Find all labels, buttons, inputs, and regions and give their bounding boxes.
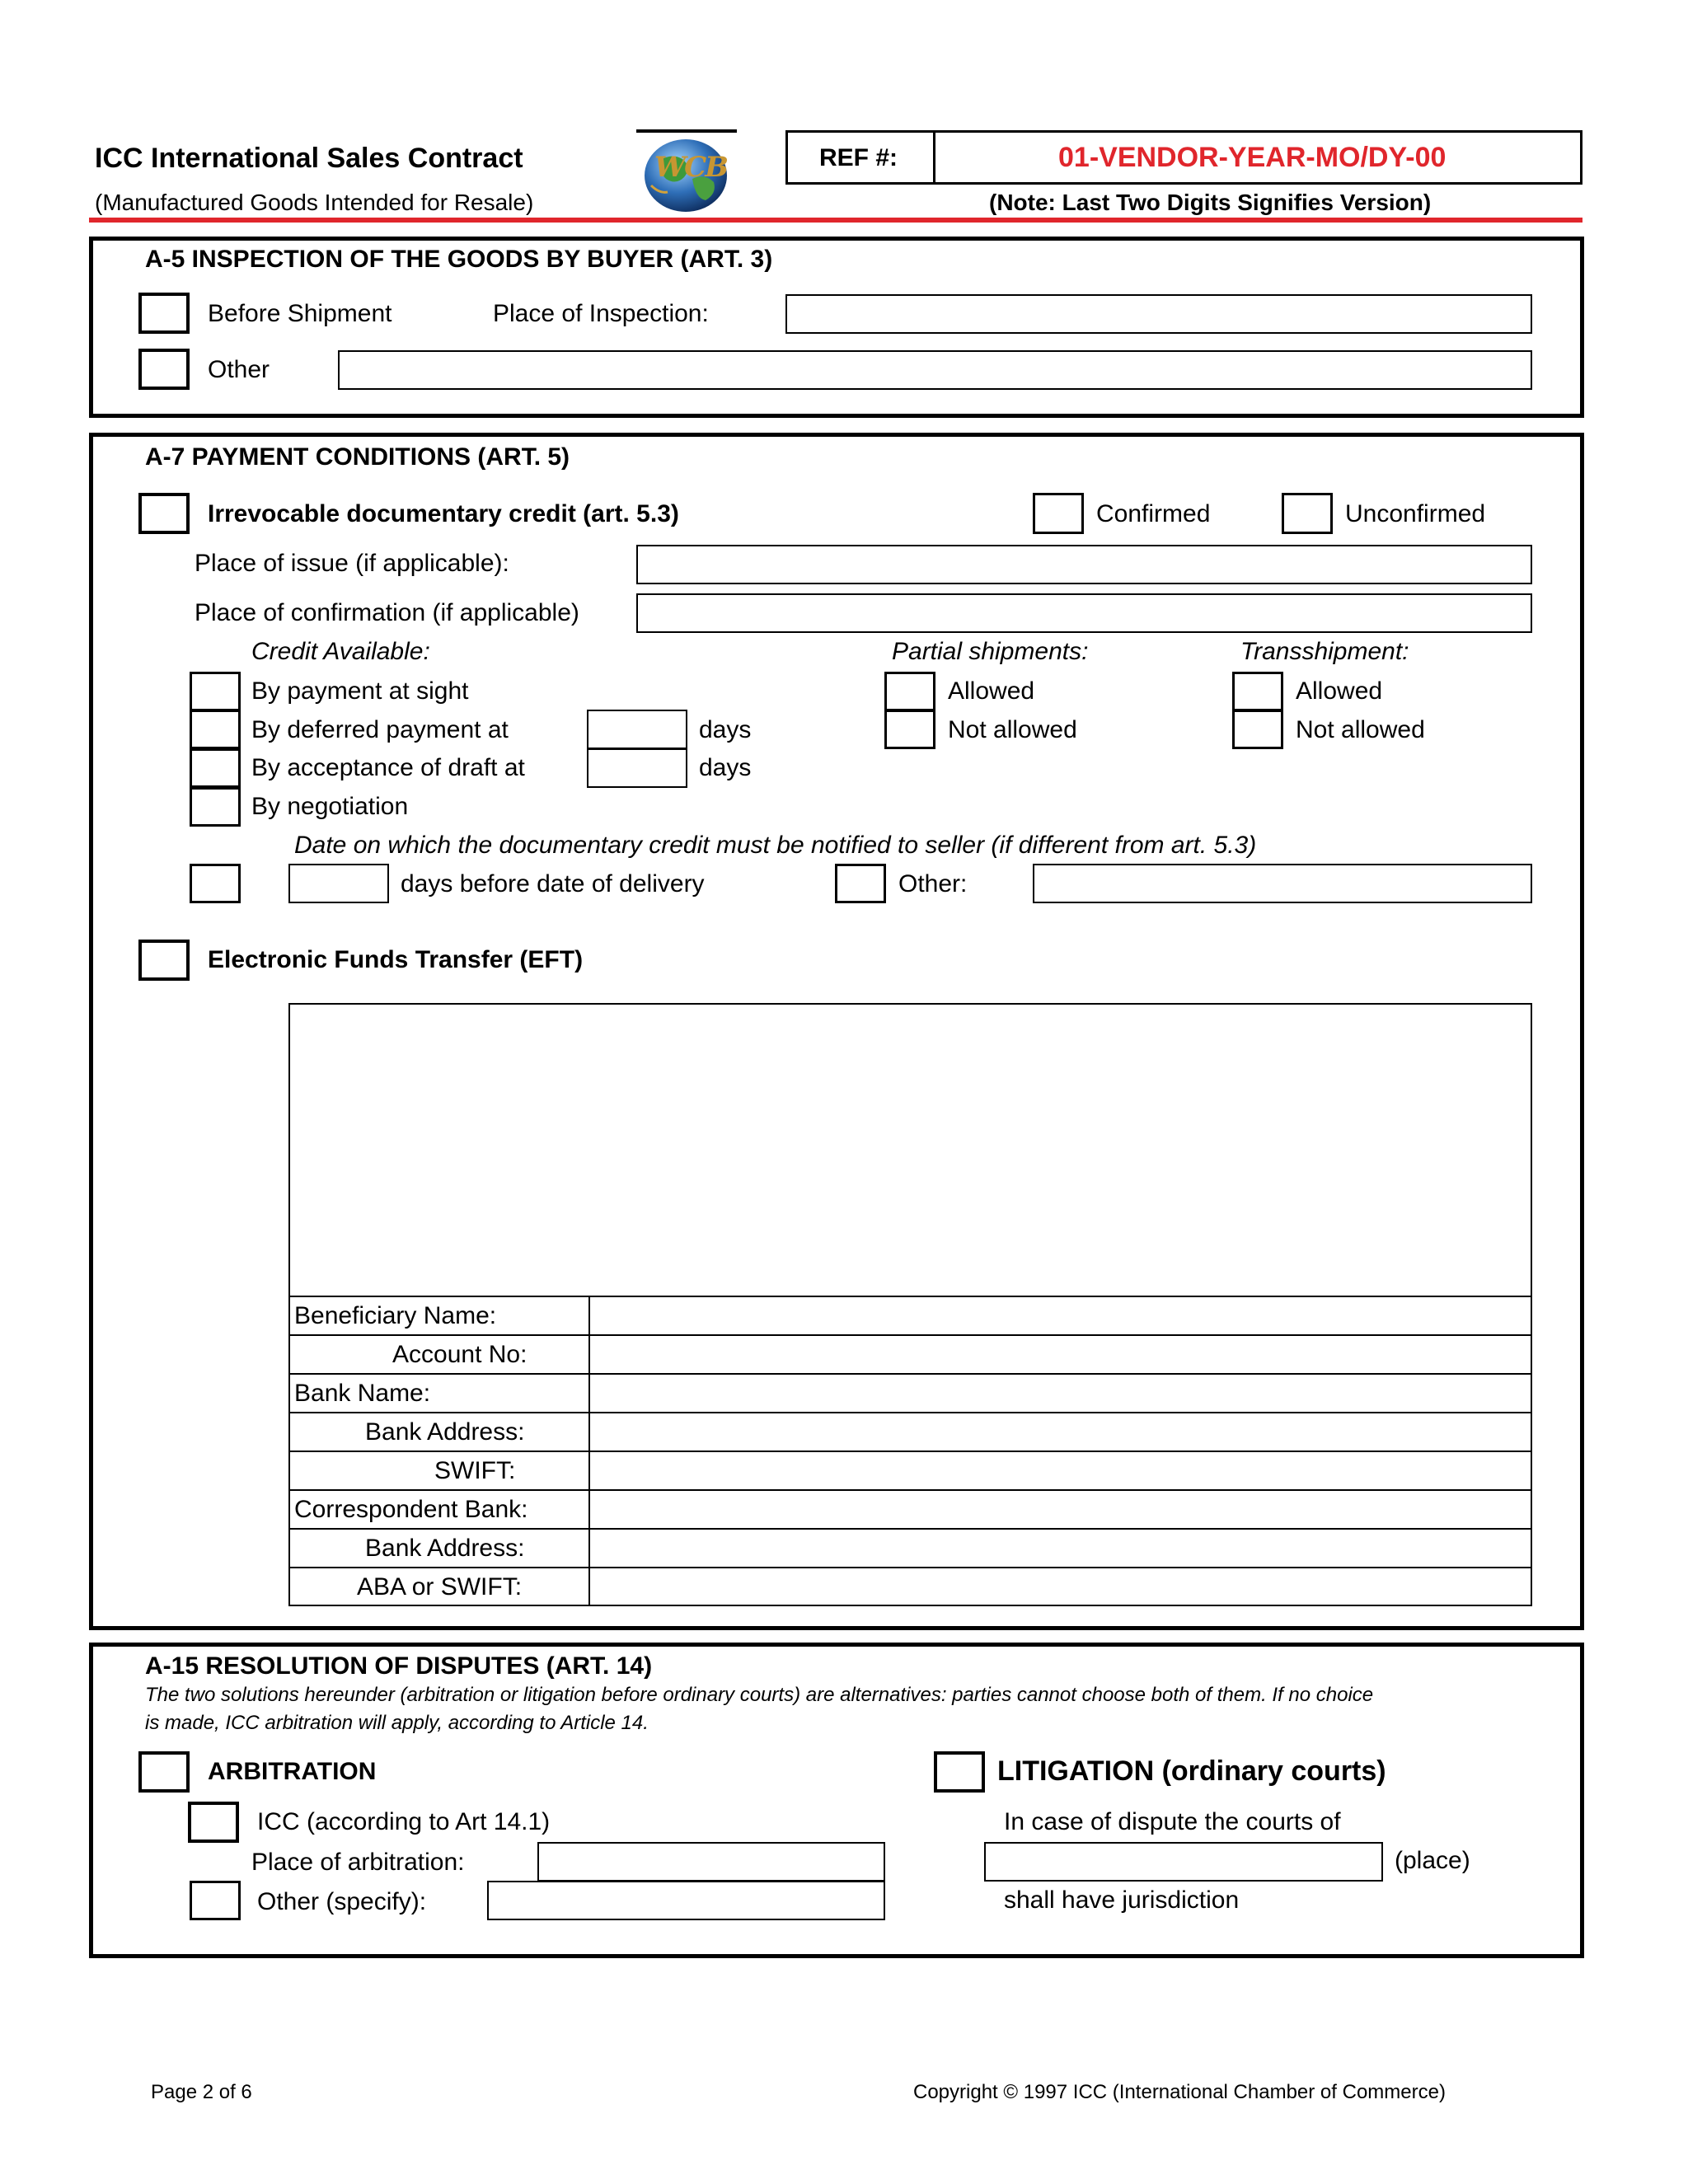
notify-days-field[interactable] <box>288 864 389 903</box>
copyright: Copyright © 1997 ICC (International Chamber of Commerce) <box>913 2081 1446 2103</box>
partial-shipments-heading: Partial shipments: <box>892 638 1089 665</box>
correspondent-bank-address-field[interactable] <box>590 1530 1531 1567</box>
place-of-arbitration-field[interactable] <box>537 1842 885 1882</box>
place-of-inspection-field[interactable] <box>785 294 1532 334</box>
partial-allowed-checkbox[interactable] <box>884 672 935 711</box>
negotiation-checkbox[interactable] <box>190 787 241 827</box>
correspondent-bank-field[interactable] <box>590 1491 1531 1528</box>
beneficiary-name-field[interactable] <box>590 1297 1531 1334</box>
other-arbitration-field[interactable] <box>487 1881 885 1920</box>
transshipment-heading: Transshipment: <box>1240 638 1409 665</box>
account-no-field[interactable] <box>590 1336 1531 1373</box>
wcb-logo <box>635 128 738 215</box>
eft-label: Electronic Funds Transfer (EFT) <box>208 946 584 973</box>
a15-heading: A-15 RESOLUTION OF DISPUTES (ART. 14) <box>145 1652 653 1680</box>
ref-label: REF #: <box>819 144 898 171</box>
account-no-label: Account No: <box>392 1341 528 1368</box>
bank-address-field[interactable] <box>590 1413 1531 1451</box>
place-of-issue-label: Place of issue (if applicable): <box>195 550 509 577</box>
document-title: ICC International Sales Contract <box>95 143 523 174</box>
irrevocable-credit-checkbox[interactable] <box>138 493 190 534</box>
deferred-days-field[interactable] <box>587 710 687 749</box>
logo-text: WCB <box>654 151 727 184</box>
place-of-confirmation-label: Place of confirmation (if applicable) <box>195 599 579 626</box>
beneficiary-name-label: Beneficiary Name: <box>294 1302 497 1329</box>
inspection-other-label: Other <box>208 356 270 383</box>
transshipment-allowed-label: Allowed <box>1296 677 1383 705</box>
deferred-days-label: days <box>699 716 752 743</box>
eft-panel <box>288 1003 1532 1606</box>
eft-row <box>290 1567 1531 1606</box>
payment-at-sight-label: By payment at sight <box>251 677 469 705</box>
eft-checkbox[interactable] <box>138 940 190 981</box>
aba-swift-field[interactable] <box>590 1568 1531 1606</box>
acceptance-draft-checkbox[interactable] <box>190 748 241 788</box>
acceptance-days-field[interactable] <box>587 748 687 788</box>
other-arbitration-checkbox[interactable] <box>190 1881 241 1920</box>
notify-days-checkbox[interactable] <box>190 864 241 903</box>
ref-value-box[interactable] <box>933 130 1582 185</box>
courts-place-field[interactable] <box>984 1842 1383 1882</box>
place-of-arbitration-label: Place of arbitration: <box>251 1849 465 1876</box>
payment-at-sight-checkbox[interactable] <box>190 672 241 711</box>
partial-not-allowed-checkbox[interactable] <box>884 710 935 749</box>
correspondent-bank-label: Correspondent Bank: <box>294 1496 528 1523</box>
eft-row <box>290 1412 1531 1451</box>
ref-value: 01-VENDOR-YEAR-MO/DY-00 <box>1058 142 1447 173</box>
transshipment-not-allowed-label: Not allowed <box>1296 716 1425 743</box>
bank-name-label: Bank Name: <box>294 1380 431 1407</box>
a15-note-line2: is made, ICC arbitration will apply, according to Article 14. <box>145 1712 649 1734</box>
partial-allowed-label: Allowed <box>948 677 1035 705</box>
inspection-other-field[interactable] <box>338 350 1532 390</box>
arbitration-label: ARBITRATION <box>208 1758 377 1785</box>
eft-row <box>290 1528 1531 1567</box>
unconfirmed-checkbox[interactable] <box>1282 493 1333 534</box>
notify-date-note: Date on which the documentary credit must be notified to seller (if different from art. 5.3) <box>294 832 1257 859</box>
acceptance-days-label: days <box>699 754 752 781</box>
place-label: (place) <box>1395 1847 1470 1874</box>
icc-arbitration-label: ICC (according to Art 14.1) <box>257 1808 551 1835</box>
swift-field[interactable] <box>590 1452 1531 1489</box>
page-number: Page 2 of 6 <box>151 2081 252 2103</box>
eft-row <box>290 1334 1531 1373</box>
eft-row <box>290 1451 1531 1489</box>
notify-other-label: Other: <box>898 870 968 898</box>
eft-row <box>290 1373 1531 1412</box>
a15-note-line1: The two solutions hereunder (arbitration or litigation before ordinary courts) are alternatives: parties cannot choose both of them. If no choice <box>145 1684 1374 1706</box>
partial-not-allowed-label: Not allowed <box>948 716 1077 743</box>
a5-heading: A-5 INSPECTION OF THE GOODS BY BUYER (ART. 3) <box>145 246 773 273</box>
notify-other-field[interactable] <box>1033 864 1532 903</box>
arbitration-checkbox[interactable] <box>138 1751 190 1793</box>
confirmed-checkbox[interactable] <box>1033 493 1084 534</box>
aba-swift-label: ABA or SWIFT: <box>357 1573 523 1601</box>
credit-available-heading: Credit Available: <box>251 638 430 665</box>
version-note: (Note: Last Two Digits Signifies Version) <box>989 190 1432 215</box>
bank-name-field[interactable] <box>590 1375 1531 1412</box>
eft-notes-area[interactable] <box>290 1005 1531 1296</box>
negotiation-label: By negotiation <box>251 793 409 820</box>
document-subtitle: (Manufactured Goods Intended for Resale) <box>95 190 534 215</box>
jurisdiction-label: shall have jurisdiction <box>1004 1886 1240 1914</box>
bank-address-label: Bank Address: <box>365 1418 525 1446</box>
acceptance-draft-label: By acceptance of draft at <box>251 754 525 781</box>
eft-row <box>290 1296 1531 1334</box>
notify-other-checkbox[interactable] <box>835 864 886 903</box>
eft-row <box>290 1489 1531 1528</box>
deferred-payment-checkbox[interactable] <box>190 710 241 749</box>
place-of-inspection-label: Place of Inspection: <box>493 300 709 327</box>
swift-label: SWIFT: <box>434 1457 516 1484</box>
inspection-other-checkbox[interactable] <box>138 349 190 390</box>
litigation-label: LITIGATION (ordinary courts) <box>997 1755 1386 1787</box>
place-of-issue-field[interactable] <box>636 545 1532 584</box>
correspondent-bank-address-label: Bank Address: <box>365 1535 525 1562</box>
deferred-payment-label: By deferred payment at <box>251 716 509 743</box>
transshipment-allowed-checkbox[interactable] <box>1232 672 1283 711</box>
header-red-rule <box>89 218 1582 223</box>
transshipment-not-allowed-checkbox[interactable] <box>1232 710 1283 749</box>
ref-label-box <box>785 130 935 185</box>
before-shipment-label: Before Shipment <box>208 300 392 327</box>
unconfirmed-label: Unconfirmed <box>1345 500 1486 527</box>
icc-arbitration-checkbox[interactable] <box>188 1802 239 1843</box>
other-arbitration-label: Other (specify): <box>257 1888 427 1915</box>
irrevocable-credit-label: Irrevocable documentary credit (art. 5.3) <box>208 500 679 527</box>
days-before-delivery-label: days before date of delivery <box>401 870 705 898</box>
before-shipment-checkbox[interactable] <box>138 293 190 334</box>
place-of-confirmation-field[interactable] <box>636 593 1532 633</box>
dispute-courts-label: In case of dispute the courts of <box>1004 1808 1341 1835</box>
a7-heading: A-7 PAYMENT CONDITIONS (ART. 5) <box>145 443 570 471</box>
confirmed-label: Confirmed <box>1096 500 1211 527</box>
litigation-checkbox[interactable] <box>934 1751 985 1793</box>
